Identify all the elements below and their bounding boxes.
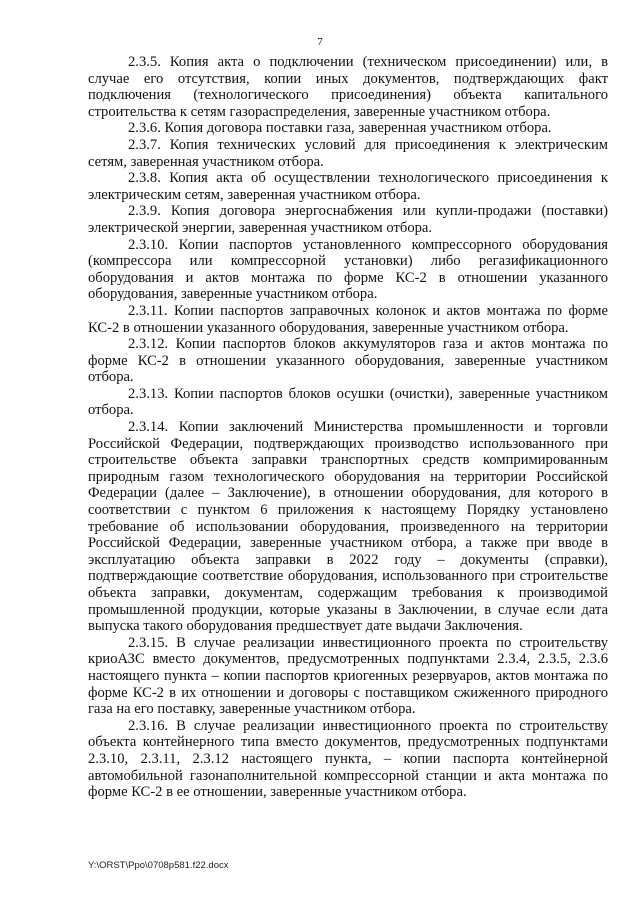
paragraph-2-3-10: 2.3.10. Копии паспортов установленного компрессорного оборудования (компрессора или компрессорной установки) либо регазификационного оборудования и актов монтажа по форме КС-2 в отношении указанного оборудования, заверенные участником отбора. bbox=[88, 236, 608, 303]
paragraph-2-3-12: 2.3.12. Копии паспортов блоков аккумуляторов газа и актов монтажа по форме КС-2 в отношении указанного оборудования, заверенные участником отбора. bbox=[88, 336, 608, 386]
paragraph-2-3-8: 2.3.8. Копия акта об осуществлении технологического присоединения к электрическим сетям, заверенная участником отбора. bbox=[88, 170, 608, 203]
page-number: 7 bbox=[317, 36, 323, 48]
paragraph-2-3-5: 2.3.5. Копия акта о подключении (техническом присоединении) или, в случае его отсутствия, копии иных документов, подтверждающих факт подключения (технологического присоединения) объекта капитального строительства к сетям газораспределения, заверенные участником отбора. bbox=[88, 54, 608, 120]
paragraph-2-3-9: 2.3.9. Копия договора энергоснабжения или купли-продажи (поставки) электрической энергии, заверенная участником отбора. bbox=[88, 203, 608, 236]
paragraph-2-3-7: 2.3.7. Копия технических условий для присоединения к электрическим сетям, заверенная участником отбора. bbox=[88, 136, 608, 170]
paragraph-2-3-13: 2.3.13. Копии паспортов блоков осушки (очистки), заверенные участником отбора. bbox=[88, 385, 608, 419]
paragraph-2-3-15: 2.3.15. В случае реализации инвестиционного проекта по строительству криоАЗС вместо документов, предусмотренных подпунктами 2.3.4, 2.3.5, 2.3.6 настоящего пункта – копии паспортов криогенных резервуаров, актов монтажа по форме КС-2 в их отношении и договоры с поставщиком сжиженного природного газа на его поставку, заверенные участником отбора. bbox=[88, 634, 608, 718]
document-body bbox=[88, 54, 608, 801]
paragraph-2-3-14: 2.3.14. Копии заключений Министерства промышленности и торговли Российской Федерации, подтверждающих производство использованного при строительстве объекта заправки транспортных средств компримированным природным газом технологического оборудования на территории Российской Федерации (далее – Заключение), в отношении оборудования, для которого в соответствии с пунктом 6 приложения к настоящему Порядку установлено требование об использовании оборудования, произведенного на территории Российской Федерации, заверенные участником отбора, а также при вводе в эксплуатацию объекта заправки в 2022 году – документы (справки), подтверждающие соответствие оборудования, использованного при строительстве объекта заправки, документам, содержащим требования к производимой промышленной продукции, которые указаны в Заключении, в случае если дата выпуска такого оборудования предшествует дате выдачи Заключения. bbox=[88, 419, 608, 635]
paragraph-2-3-16: 2.3.16. В случае реализации инвестиционного проекта по строительству объекта контейнерного типа вместо документов, предусмотренных подпунктами 2.3.10, 2.3.11, 2.3.12 настоящего пункта, – копии паспорта контейнерной автомобильной газонаполнительной компрессорной станции и акта монтажа по форме КС-2 в ее отношении, заверенные участником отбора. bbox=[88, 717, 608, 801]
paragraph-2-3-11: 2.3.11. Копии паспортов заправочных колонок и актов монтажа по форме КС-2 в отношении указанного оборудования, заверенные участником отбора. bbox=[88, 302, 608, 336]
paragraph-2-3-6: 2.3.6. Копия договора поставки газа, заверенная участником отбора. bbox=[128, 120, 552, 137]
footer-file-path: Y:\ORST\Ppo\0708p581.f22.docx bbox=[88, 860, 229, 871]
